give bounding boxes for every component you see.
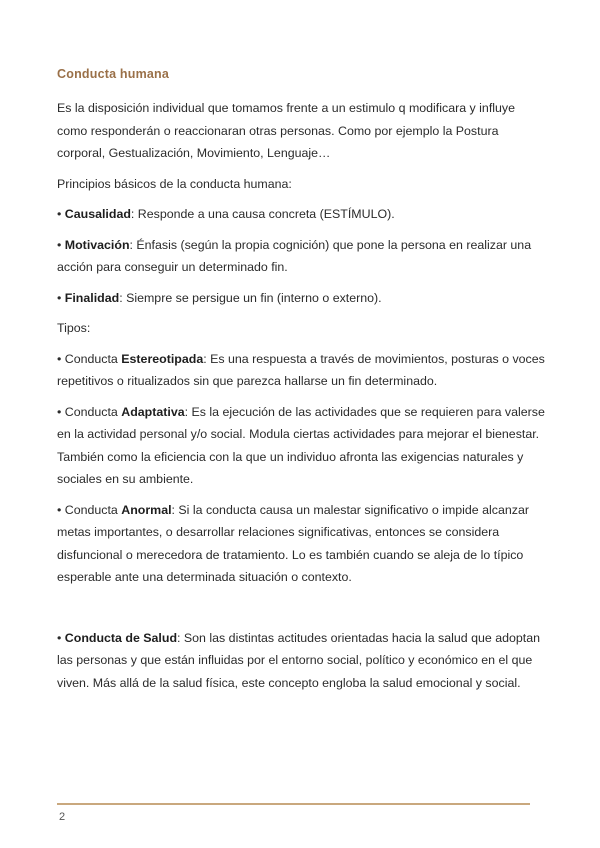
type-term: Anormal (121, 502, 172, 517)
bullet: • (57, 207, 62, 221)
document-body (57, 64, 547, 694)
principle-causalidad (57, 203, 547, 226)
type-prefix: • Conducta (57, 351, 122, 366)
types-title: Tipos: (57, 321, 91, 335)
principle-term: Motivación (64, 237, 130, 252)
type-estereotipada (57, 348, 547, 393)
principles-title: Principios básicos de la conducta humana: (57, 176, 292, 191)
principle-motivacion (57, 234, 547, 279)
principle-finalidad (57, 287, 547, 310)
footer-rule (57, 803, 530, 805)
type-term: Adaptativa (121, 404, 185, 419)
conducta-de-salud (57, 627, 547, 695)
type-anormal (57, 499, 547, 589)
type-adaptativa (57, 401, 547, 491)
principle-text: : Responde a una causa concreta (ESTÍMULO). (130, 207, 395, 221)
health-term: Conducta de Salud (64, 630, 178, 645)
type-text: : Si la conducta causa un malestar significativo o impide alcanzar metas importantes, o desarrollar relaciones significativas, entonces se considera disfuncional o merecedora de tratamiento. Lo es también cuando se aleja de lo típico esperable ante una determinada situación o contexto. (57, 502, 529, 584)
principle-text: : Énfasis (según la propia cognición) que pone la persona en realizar una acción para conseguir un determinado fin. (57, 237, 532, 274)
type-term: Estereotipada (121, 351, 204, 366)
principle-term: Finalidad (64, 290, 120, 305)
principle-term: Causalidad (64, 207, 131, 221)
bullet: • (57, 237, 62, 252)
health-text: : Son las distintas actitudes orientadas hacia la salud que adoptan las personas y que están influidas por el entorno social, político y económico en el que viven. Más allá de la salud física, este concepto engloba la salud emocional y social. (57, 630, 541, 690)
bullet: • (57, 630, 62, 645)
section-heading: Conducta humana (57, 67, 170, 81)
page-number: 2 (59, 811, 66, 823)
intro-paragraph: Es la disposición individual que tomamos frente a un estimulo q modificara y influye como responderán o reaccionaran otras personas. Como por ejemplo la Postura corporal, Gestualización, Movimiento, Lenguaje… (57, 101, 515, 160)
principle-text: : Siempre se persigue un fin (interno o externo). (119, 290, 382, 305)
type-text: : Es la ejecución de las actividades que se requieren para valerse en la actividad personal y/o social. Modula ciertas actividades para mejorar el bienestar. También como la eficiencia con la que un individuo afronta las exigencias naturales y sociales en su ambiente. (57, 404, 545, 486)
type-text: : Es una respuesta a través de movimientos, posturas o voces repetitivos o ritualizados sin que parezca hallarse un fin determinado. (57, 351, 545, 388)
bullet: • (57, 290, 62, 305)
type-prefix: • Conducta (57, 404, 122, 419)
type-prefix: • Conducta (57, 502, 122, 517)
